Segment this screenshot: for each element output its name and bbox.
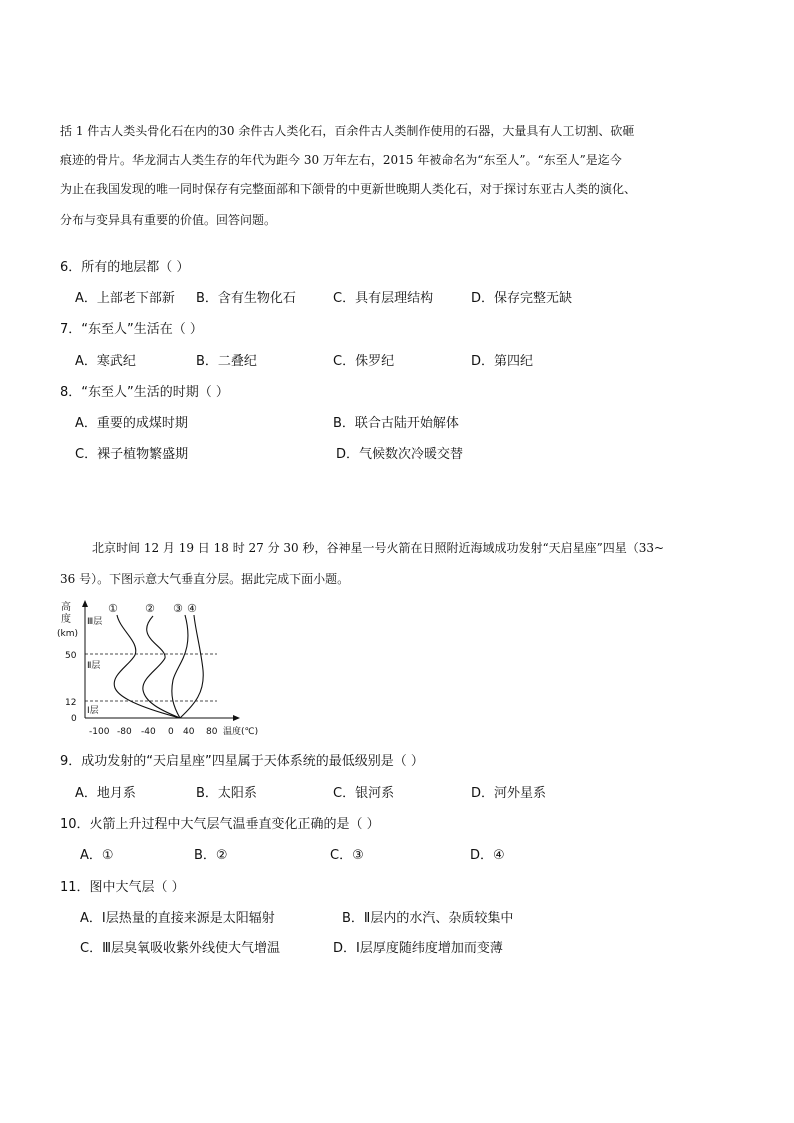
- question-6-option-b[interactable]: B．含有生物化石: [196, 291, 296, 306]
- x-tick: 80: [206, 727, 218, 737]
- question-10-option-c[interactable]: C．③: [330, 848, 364, 863]
- question-11-option-b[interactable]: B．Ⅱ层内的水汽、杂质较集中: [342, 911, 514, 926]
- curve-4: [180, 615, 203, 718]
- layer-label-3: Ⅲ层: [87, 617, 103, 627]
- x-tick: 40: [183, 727, 195, 737]
- question-6-option-d[interactable]: D．保存完整无缺: [471, 291, 573, 306]
- layer-label-1: Ⅰ层: [87, 706, 99, 716]
- question-6-option-c[interactable]: C．具有层理结构: [333, 291, 434, 306]
- passage2-line: 36 号）。下图示意大气垂直分层。据此完成下面小题。: [60, 572, 350, 586]
- y-tick: 0: [71, 714, 77, 724]
- x-tick: -80: [117, 727, 132, 737]
- question-7-stem: 7．“东至人”生活在（ ）: [60, 322, 203, 337]
- question-8-stem: 8．“东至人”生活的时期（ ）: [60, 385, 229, 400]
- question-11-option-d[interactable]: D．Ⅰ层厚度随纬度增加而变薄: [333, 941, 503, 956]
- x-tick: -100: [89, 727, 110, 737]
- atmosphere-layers-diagram: [55, 600, 270, 738]
- y-tick: 12: [65, 698, 77, 708]
- question-9-stem: 9．成功发射的“天启星座”四星属于天体系统的最低级别是（ ）: [60, 754, 424, 769]
- y-tick: 50: [65, 651, 77, 661]
- y-axis-label: 高: [61, 602, 71, 613]
- curve-3: [172, 615, 188, 718]
- question-8-option-c[interactable]: C．裸子植物繁盛期: [75, 447, 189, 462]
- question-9-option-b[interactable]: B．太阳系: [196, 786, 257, 801]
- x-axis-label: 温度(℃): [223, 727, 259, 737]
- question-10-option-b[interactable]: B．②: [194, 848, 228, 863]
- question-8-option-b[interactable]: B．联合古陆开始解体: [333, 416, 459, 431]
- question-6-option-a[interactable]: A．上部老下部新: [75, 291, 175, 306]
- x-tick: -40: [141, 727, 156, 737]
- question-7-option-d[interactable]: D．第四纪: [471, 354, 534, 369]
- question-10-option-d[interactable]: D．④: [470, 848, 505, 863]
- layer-label-2: Ⅱ层: [87, 661, 101, 671]
- passage-line: 为止在我国发现的唯一同时保存有完整面部和下颌骨的中更新世晚期人类化石，对于探讨东亚古人类的演化、: [60, 182, 637, 196]
- question-11-option-c[interactable]: C．Ⅲ层臭氧吸收紫外线使大气增温: [80, 941, 281, 956]
- question-8-option-d[interactable]: D．气候数次冷暖交替: [336, 447, 464, 462]
- curve-label-2: ②: [145, 602, 155, 615]
- passage2-line: 北京时间 12 月 19 日 18 时 27 分 30 秒，谷神星一号火箭在日照附近海域成功发射“天启星座”四星（33~: [92, 541, 665, 555]
- question-7-option-c[interactable]: C．侏罗纪: [333, 354, 395, 369]
- question-6-stem: 6．所有的地层都（ ）: [60, 260, 190, 275]
- x-axis-arrow: [233, 715, 240, 721]
- y-axis-label: 度: [61, 614, 71, 625]
- question-7-option-a[interactable]: A．寒武纪: [75, 354, 136, 369]
- passage-line: 分布与变异具有重要的价值。回答问题。: [60, 213, 277, 227]
- x-tick: 0: [168, 727, 174, 737]
- question-9-option-d[interactable]: D．河外星系: [471, 786, 547, 801]
- question-10-option-a[interactable]: A．①: [80, 848, 114, 863]
- y-axis-arrow: [82, 600, 88, 607]
- curve-2: [143, 616, 180, 718]
- question-9-option-a[interactable]: A．地月系: [75, 786, 136, 801]
- question-10-stem: 10．火箭上升过程中大气层气温垂直变化正确的是（ ）: [60, 817, 380, 832]
- y-axis-label: (km): [57, 629, 79, 639]
- curve-label-1: ①: [108, 602, 118, 615]
- passage-line: 括 1 件古人类头骨化石在内的30 余件古人类化石，百余件古人类制作使用的石器，大量具有人工切割、砍砸: [60, 124, 635, 138]
- question-8-option-a[interactable]: A．重要的成煤时期: [75, 416, 188, 431]
- curve-label-4: ④: [187, 602, 197, 615]
- passage-line: 痕迹的骨片。华龙洞古人类生存的年代为距今 30 万年左右，2015 年被命名为“东至人”。“东至人”是迄今: [60, 153, 622, 167]
- question-11-option-a[interactable]: A．Ⅰ层热量的直接来源是太阳辐射: [80, 911, 275, 926]
- curve-label-3: ③: [173, 602, 183, 615]
- question-9-option-c[interactable]: C．银河系: [333, 786, 395, 801]
- question-11-stem: 11．图中大气层（ ）: [60, 880, 185, 895]
- question-7-option-b[interactable]: B．二叠纪: [196, 354, 257, 369]
